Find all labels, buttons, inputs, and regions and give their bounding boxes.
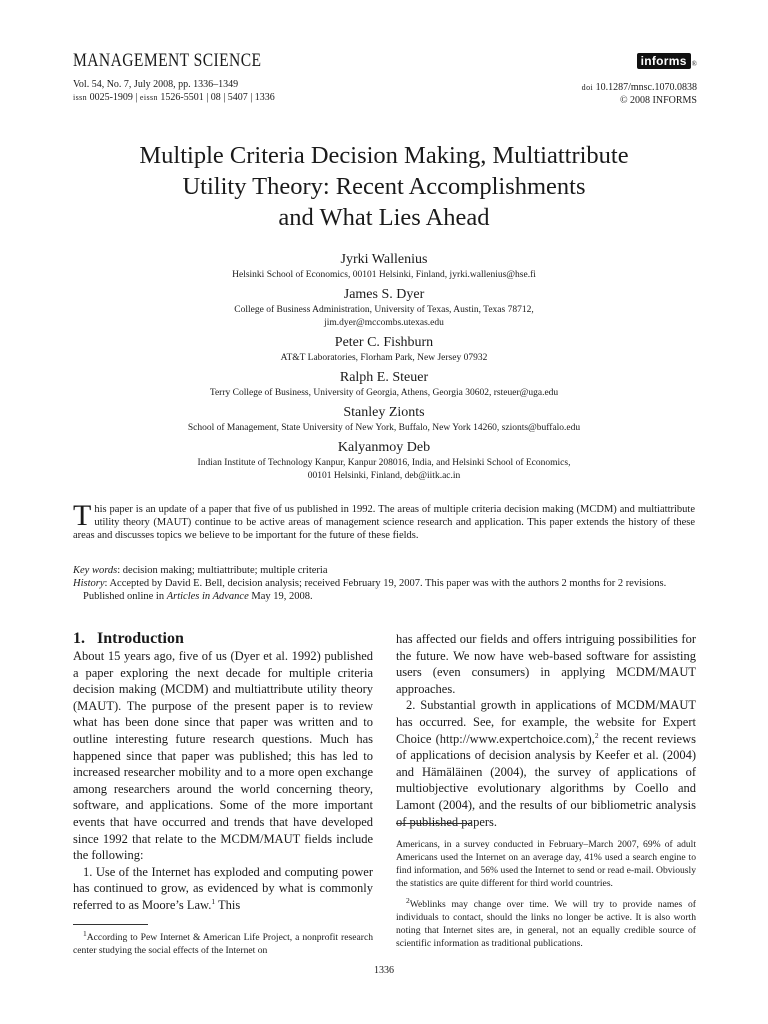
author-block [60,286,708,330]
author-affiliation: Terry College of Business, University of Georgia, Athens, Georgia 30602, rsteuer@uga.edu [209,388,559,398]
author-name: Peter C. Fishburn [334,335,434,350]
author-name: Stanley Zionts [343,405,425,420]
author-block [60,251,708,282]
section-title: Introduction [97,630,184,647]
eissn-label: eissn [139,93,158,102]
intro-item-2 [396,697,696,830]
doi-value: 10.1287/mnsc.1070.0838 [593,82,697,93]
registered-mark: ® [691,60,697,68]
footnote-1-text: According to Pew Internet & American Life Project, a nonprofit research center studying the social effects of the Internet on [73,932,373,956]
footnote-left [73,928,373,957]
footnote-right [396,838,696,950]
intro-item-2-text: 2. Substantial growth in applications of MCDM/MAUT has occurred. See, for example, the website for Expert Choice (http://www.expertchoice.com), [396,698,696,746]
issn-line [73,92,275,103]
copyright: © 2008 INFORMS [619,95,697,106]
right-column [396,631,696,830]
continued-paragraph: has affected our fields and offers intriguing possibilities for the future. We now have web-based software for assisting users (even consumers) in applying MCDM/MAUT approaches. [396,632,696,696]
footnote-mark-2: 2 [406,895,410,905]
abstract-text: his paper is an update of a paper that five of us published in 1992. The areas of multiple criteria decision making (MCDM) and multiattribute utility theory (MAUT) continue to be active areas of management science research and application. This paper extends the history of these areas and discusses topics we believe to be important for the future of these fields. [73,504,695,541]
author-affiliation: College of Business Administration, University of Texas, Austin, Texas 78712, [234,305,534,315]
paper-title [60,140,708,233]
author-name: Kalyanmoy Deb [337,440,431,455]
issn-label: issn [73,93,88,102]
author-affiliation-2: 00101 Helsinki, Finland, deb@iitk.ac.in [307,471,461,481]
keywords [73,564,695,577]
history [73,577,705,603]
journal-name: MANAGEMENT SCIENCE [73,50,262,71]
history-date: May 19, 2008. [248,591,313,602]
informs-logo-text: informs [637,53,691,69]
author-name: Ralph E. Steuer [339,370,429,385]
author-affiliation: AT&T Laboratories, Florham Park, New Jersey 07932 [280,353,488,363]
left-column [73,648,373,914]
section-heading [73,630,196,648]
author-list [60,251,708,487]
doi-label: doi [581,83,594,92]
issn-value: 0025-1909 | [87,92,140,103]
informs-logo [637,53,697,69]
author-name: James S. Dyer [343,287,425,302]
author-affiliation-2: jim.dyer@mccombs.utexas.edu [324,318,444,328]
author-affiliation: Indian Institute of Technology Kanpur, Kanpur 208016, India, and Helsinki School of Economics, [197,458,571,468]
author-affiliation: School of Management, State University of New York, Buffalo, New York 14260, szionts@buffalo.edu [187,423,581,433]
footnote-ref-1: 1 [211,896,216,906]
eissn-value: 1526-5501 | 08 | 5407 | 1336 [157,92,275,103]
title-line-1: Multiple Criteria Decision Making, Multiattribute [139,142,629,169]
author-block [60,369,708,400]
footnote-rule-left [73,924,148,925]
keywords-label: Key words [73,565,118,576]
intro-item-1 [73,864,373,914]
author-name: Jyrki Wallenius [340,252,428,267]
intro-item-2-tail: the recent reviews of applications of decision analysis by Keefer et al. (2004) and Hämäläinen (2004), the survey of applications of multiobjective evolutionary algorithms by Coello and Lamont (2004), and the results of our bibliometric analysis of published papers. [396,731,696,829]
footnote-ref-2: 2 [594,730,599,740]
abstract-dropcap: T [73,499,92,532]
intro-item-1-tail: This [215,897,241,912]
volume-line: Vol. 54, No. 7, July 2008, pp. 1336–1349 [73,79,239,90]
footnote-2-text: Weblinks may change over time. We will try to provide names of individuals to contact, should the links no longer be active. It is also worth noting that Internet sites are, in general, not an equally credible source of scientific information as traditional publications. [396,899,696,949]
author-block [60,439,708,483]
doi-line [582,82,697,93]
footnote-1-continued: Americans, in a survey conducted in February–March 2007, 69% of adult Americans used the Internet on an average day, 41% used a search engine to find information, and 56% used the Internet to send or read e-mail. Obviously the statistics are quite different for third world countries. [396,839,696,889]
footnote-rule-right [396,823,471,824]
abstract [73,499,695,542]
author-affiliation: Helsinki School of Economics, 00101 Helsinki, Finland, jyrki.wallenius@hse.fi [232,270,536,280]
page-number: 1336 [374,965,394,976]
author-block [60,334,708,365]
title-line-2: Utility Theory: Recent Accomplishments [182,173,586,200]
title-line-3: and What Lies Ahead [278,204,490,231]
keywords-text: : decision making; multiattribute; multiple criteria [117,565,328,576]
footnote-mark-1: 1 [83,928,87,938]
history-label: History [73,578,105,589]
author-block [60,404,708,435]
section-number: 1. [73,630,85,647]
history-venue: Articles in Advance [166,591,249,602]
intro-paragraph-1: About 15 years ago, five of us (Dyer et al. 1992) published a paper exploring the next decade for multiple criteria decision making (MCDM) and multiattribute utility theory (MAUT). The purpose of the present paper is to review what has been done since that paper was written and to outline interesting future research questions. Much has happened since that paper was published; this has led to increased researcher mobility and to a more open exchange among researchers around the world concerning theory, software, and applications. Some of the more important events that have occurred and trends that have developed since 1992 that relate to the MCDM/MAUT fields include the following: [73,649,373,863]
history-text: : Accepted by David E. Bell, decision analysis; received February 19, 2007. This paper was with the authors 2 months for 2 revisions. Published online in [83,578,667,602]
intro-item-1-text: 1. Use of the Internet has exploded and computing power has continued to grow, as evidenced by what is commonly referred to as Moore’s Law. [73,864,373,912]
